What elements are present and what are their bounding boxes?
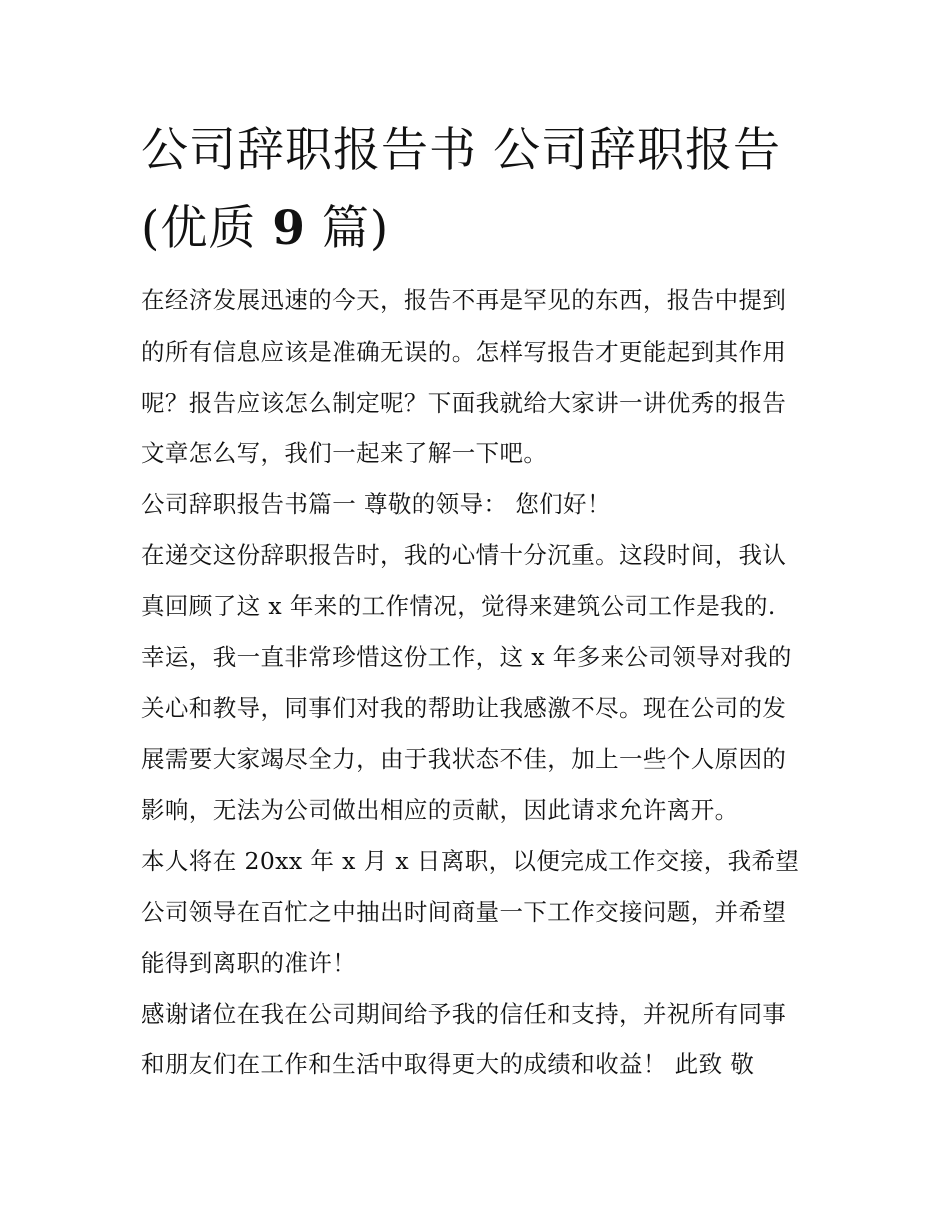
body-line: 能得到离职的准许！ [141,949,357,977]
title-number: 9 [272,201,306,256]
body-line: 公司领导在百忙之中抽出时间商量一下工作交接问题，并希望 [141,898,787,926]
title-line-1: 公司辞职报告书 公司辞职报告 [141,123,781,178]
body-line: 在递交这份辞职报告时，我的心情十分沉重。这段时间，我认 [141,541,787,569]
body-line: 真回顾了这 x 年来的工作情况，觉得来建筑公司工作是我的. [141,592,776,620]
document-title [141,112,821,268]
body-line: 关心和教导，同事们对我的帮助让我感激不尽。现在公司的发 [141,694,787,722]
title-line-2 [141,190,821,268]
body-line: 文章怎么写，我们一起来了解一下吧。 [141,439,548,467]
title-suffix: 篇) [305,201,390,256]
body-line: 感谢诸位在我在公司期间给予我的信任和支持，并祝所有同事 [141,1000,787,1028]
body-line: 和朋友们在工作和生活中取得更大的成绩和收益！ 此致 敬 [141,1050,755,1078]
body-line: 的所有信息应该是准确无误的。怎样写报告才更能起到其作用 [141,338,787,366]
body-line: 本人将在 20xx 年 x 月 x 日离职，以便完成工作交接，我希望 [141,847,800,875]
body-line: 展需要大家竭尽全力，由于我状态不佳，加上一些个人原因的 [141,745,787,773]
body-line: 在经济发展迅速的今天，报告不再是罕见的东西，报告中提到 [141,286,787,314]
body-line: 影响，无法为公司做出相应的贡献，因此请求允许离开。 [141,796,739,824]
section-heading-line: 公司辞职报告书篇一 尊敬的领导： 您们好！ [141,490,611,518]
body-line: 幸运，我一直非常珍惜这份工作，这 x 年多来公司领导对我的 [141,643,792,671]
body-line: 呢？报告应该怎么制定呢？下面我就给大家讲一讲优秀的报告 [141,389,787,417]
title-prefix: (优质 [141,201,273,256]
